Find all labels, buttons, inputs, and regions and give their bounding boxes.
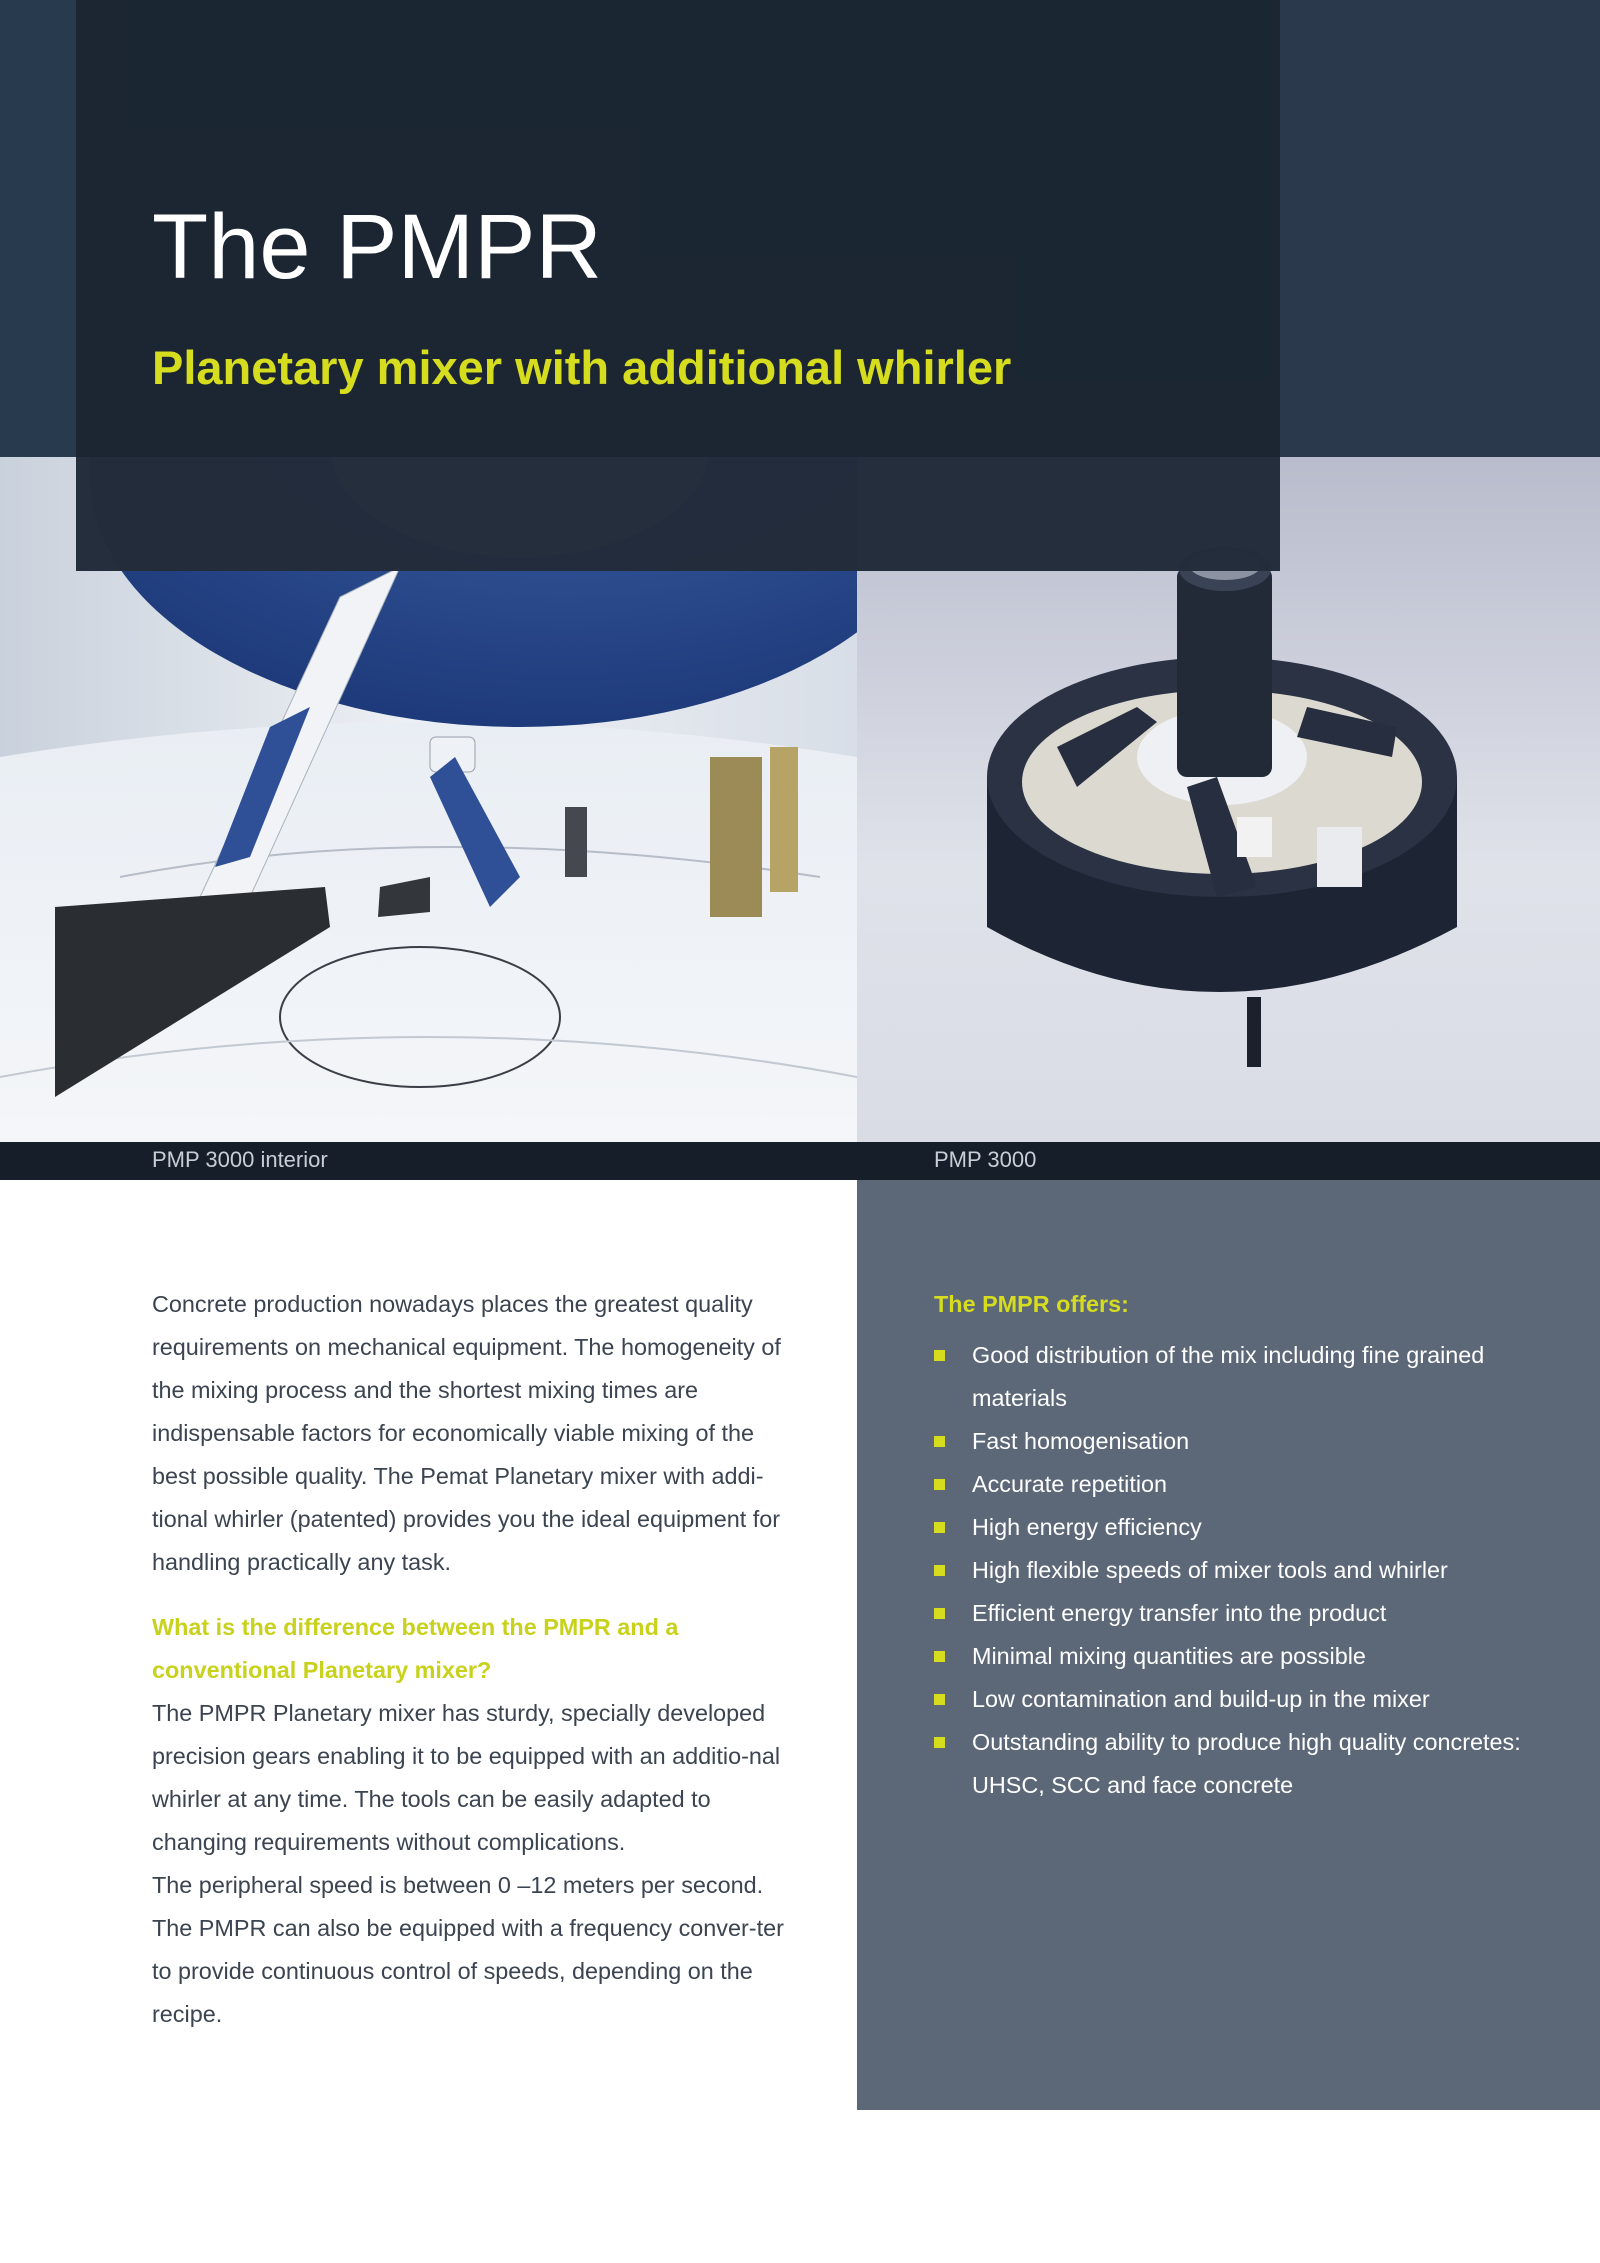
bullet-square-icon — [934, 1608, 945, 1619]
list-item — [934, 1635, 1574, 1678]
list-item — [934, 1334, 1574, 1420]
bullet-square-icon — [934, 1522, 945, 1533]
list-item-text: High energy efficiency — [972, 1514, 1202, 1540]
list-item-text: High flexible speeds of mixer tools and whirler — [972, 1557, 1448, 1583]
intro-paragraph: Concrete production nowadays places the greatest quality requirements on mechanical equipment. The homogeneity of the mixing process and the shortest mixing times are indispensable factors for economically viable mixing of the best possible quality. The Pemat Planetary mixer with addi-tional whirler (patented) provides you the ideal equipment for handling practically any task. — [152, 1291, 781, 1575]
bullet-square-icon — [934, 1694, 945, 1705]
page-title: The PMPR — [152, 196, 602, 298]
list-item — [934, 1678, 1574, 1721]
bullet-square-icon — [934, 1350, 945, 1361]
caption-right: PMP 3000 — [934, 1147, 1037, 1172]
answer-paragraph-3: The PMPR can also be equipped with a frequency conver-ter to provide continuous control of speeds, depending on the recipe. — [152, 1915, 784, 2027]
title-panel-lower — [76, 457, 1280, 571]
page-subtitle: Planetary mixer with additional whirler — [152, 341, 1012, 394]
list-item — [934, 1721, 1574, 1807]
bullet-square-icon — [934, 1737, 945, 1748]
bullet-square-icon — [934, 1651, 945, 1662]
header-left-strip — [0, 0, 76, 457]
question-heading: What is the difference between the PMPR and a conventional Planetary mixer? — [152, 1614, 679, 1683]
list-item — [934, 1463, 1574, 1506]
list-item-text: Fast homogenisation — [972, 1428, 1190, 1454]
offers-heading: The PMPR offers: — [934, 1291, 1129, 1317]
list-item-text: Good distribution of the mix including fine grained materials — [972, 1342, 1485, 1411]
list-item-text: Accurate repetition — [972, 1471, 1168, 1497]
list-item-text: Efficient energy transfer into the product — [972, 1600, 1387, 1626]
answer-paragraph-1: The PMPR Planetary mixer has sturdy, specially developed precision gears enabling it to be equipped with an additio-nal whirler at any time. The tools can be easily adapted to changing requirements without complications. — [152, 1700, 781, 1855]
caption-left: PMP 3000 interior — [152, 1147, 328, 1172]
list-item-text: Outstanding ability to produce high quality concretes: UHSC, SCC and face concrete — [972, 1729, 1521, 1798]
bullet-square-icon — [934, 1565, 945, 1576]
list-item-text: Minimal mixing quantities are possible — [972, 1643, 1366, 1669]
list-item — [934, 1420, 1574, 1463]
bullet-square-icon — [934, 1479, 945, 1490]
body-text — [152, 1283, 792, 2036]
answer-paragraph-2: The peripheral speed is between 0 –12 meters per second. — [152, 1872, 764, 1898]
list-item — [934, 1506, 1574, 1549]
list-item — [934, 1549, 1574, 1592]
offers-list — [934, 1334, 1574, 1807]
list-item-text: Low contamination and build-up in the mixer — [972, 1686, 1430, 1712]
offers-block — [934, 1283, 1574, 1807]
list-item — [934, 1592, 1574, 1635]
bullet-square-icon — [934, 1436, 945, 1447]
